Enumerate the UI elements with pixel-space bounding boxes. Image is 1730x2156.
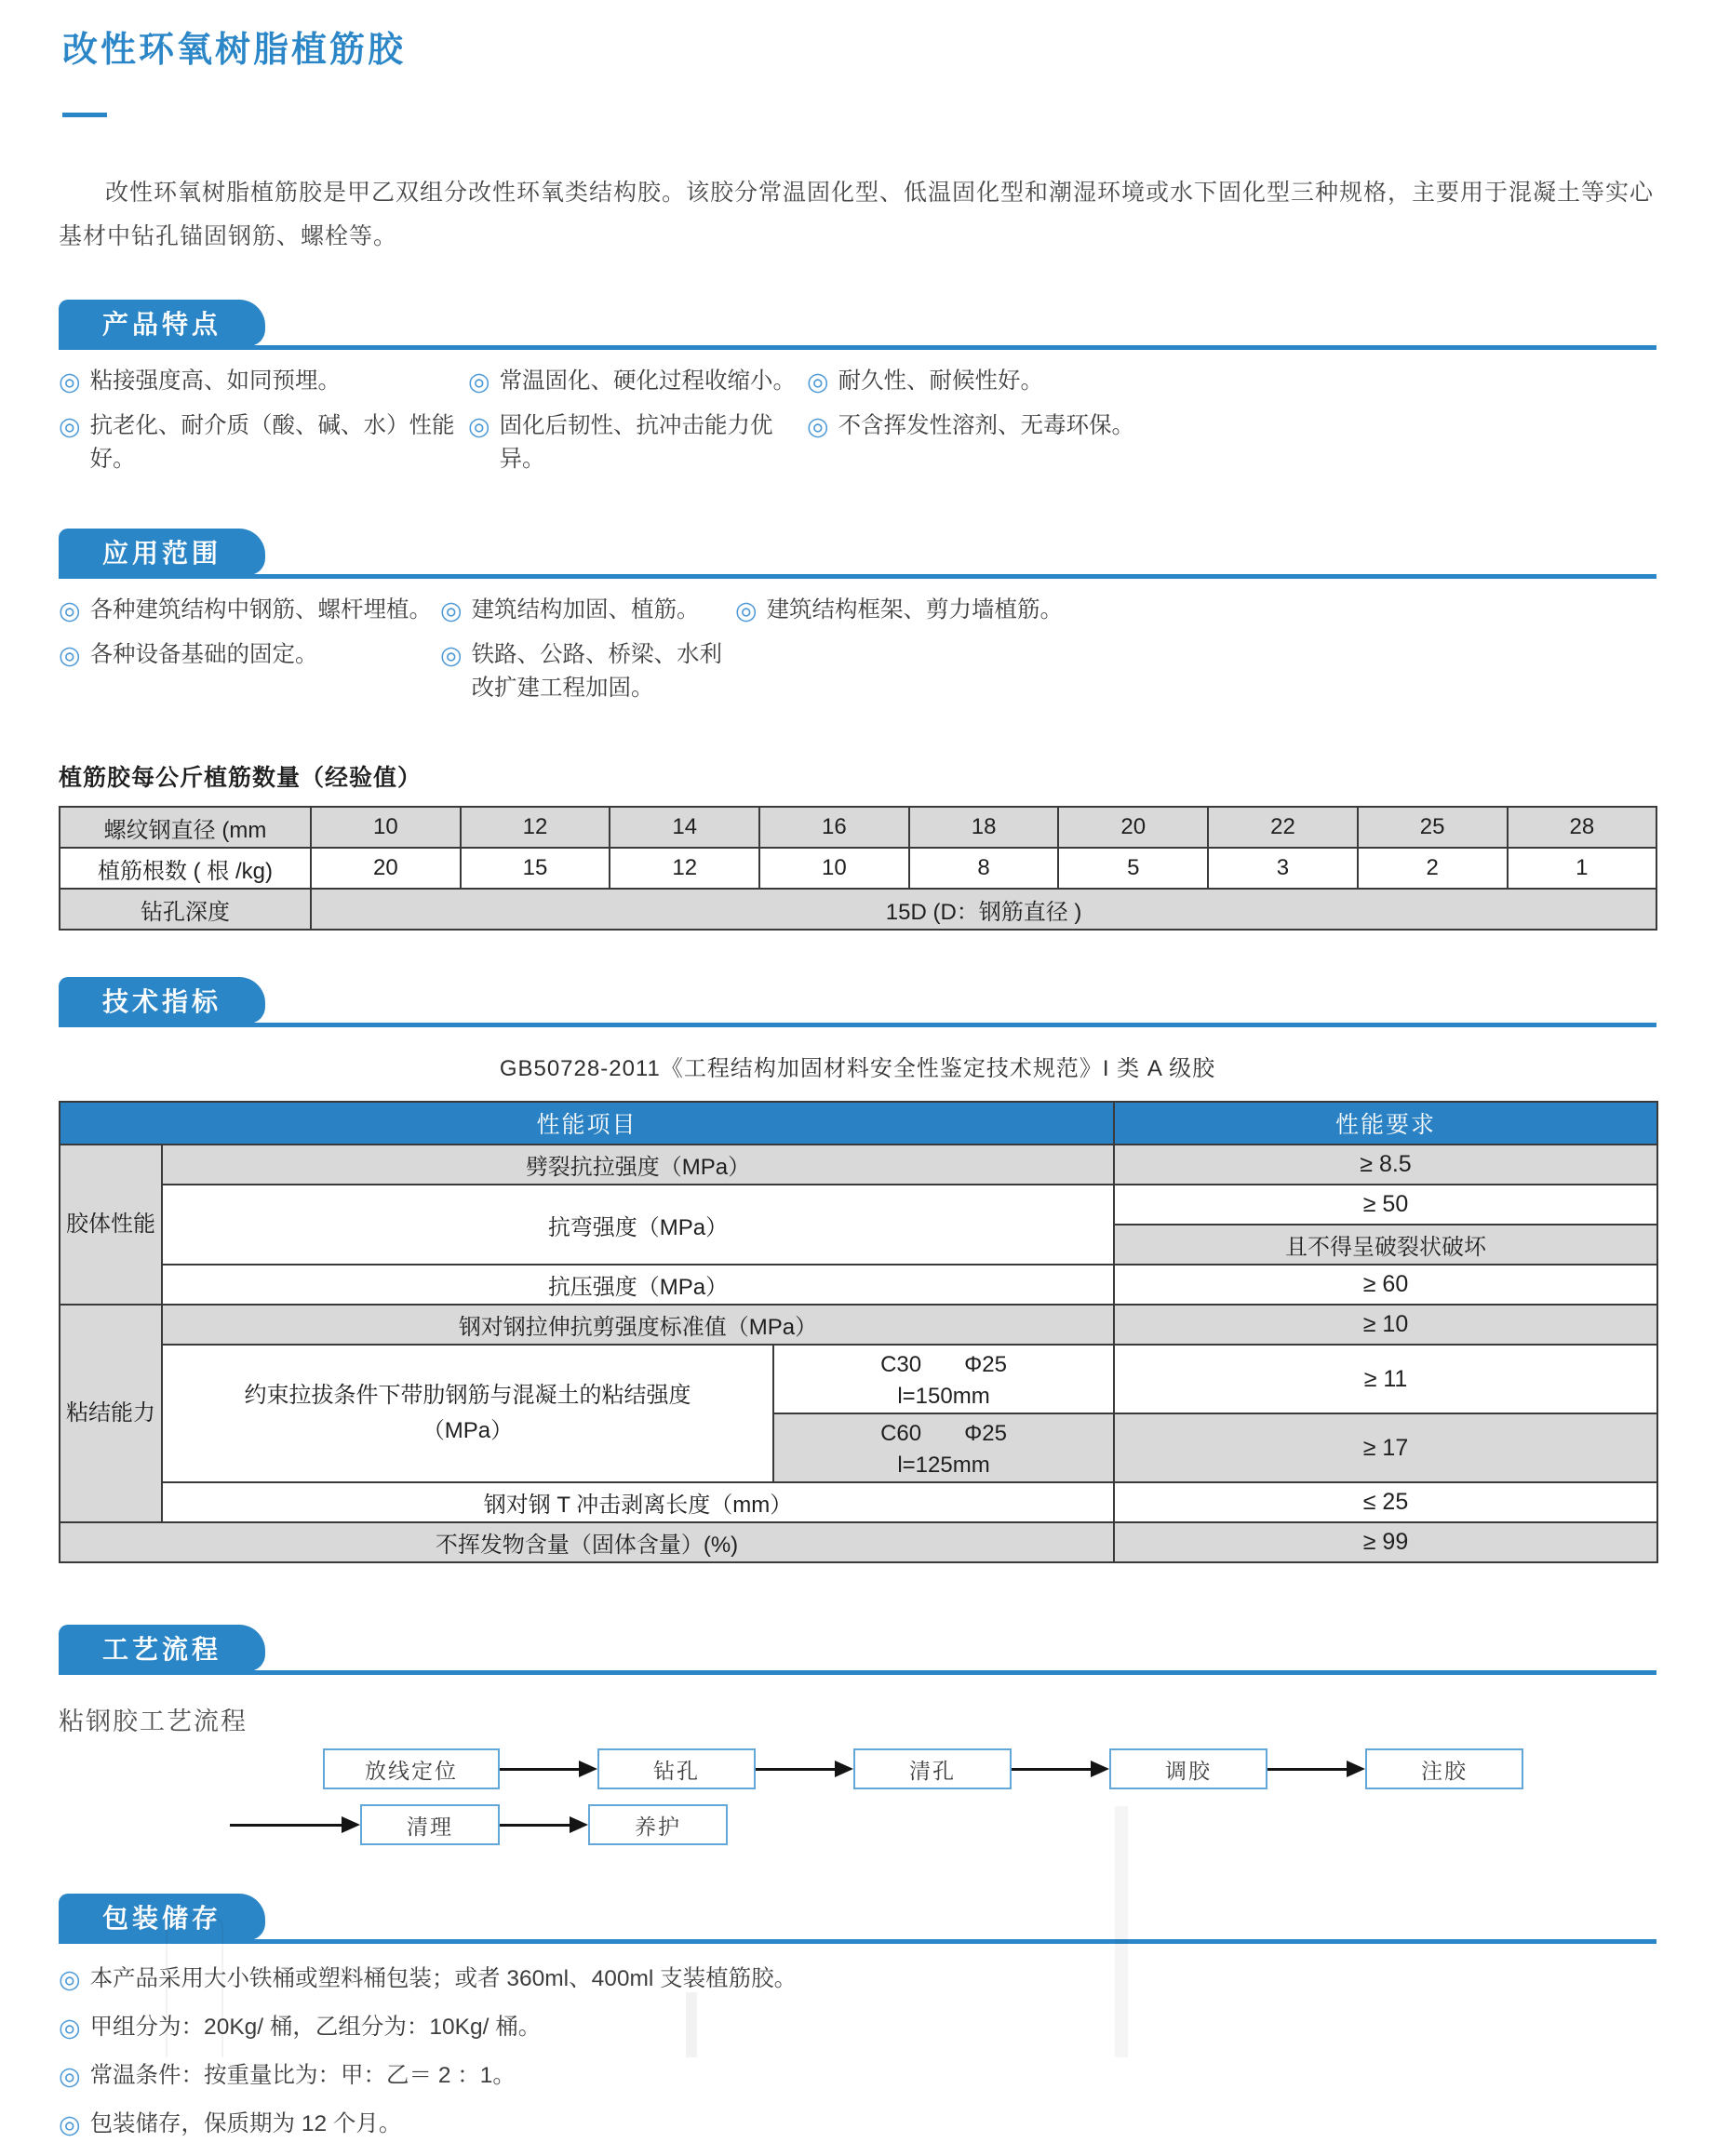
tech-col-item-header: 性能项目 <box>60 1102 1114 1145</box>
flow-step: 清孔 <box>853 1748 1012 1789</box>
flow-step: 注胶 <box>1365 1748 1523 1789</box>
table-row <box>60 1185 1657 1225</box>
tech-condition-c60 <box>773 1413 1114 1482</box>
tech-col-req-header: 性能要求 <box>1114 1102 1657 1145</box>
applications-col-3 <box>735 594 1656 716</box>
list-item-text: 铁路、公路、桥梁、水利改扩建工程加固。 <box>471 642 723 701</box>
table-row <box>60 1345 1657 1413</box>
table-row <box>60 1265 1657 1305</box>
double-circle-bullet-icon: ◎ <box>440 641 463 669</box>
tech-item-req: ≥ 17 <box>1114 1413 1657 1482</box>
packaging-list <box>59 1962 1656 2141</box>
right-arrow-icon <box>1267 1761 1365 1777</box>
features-col-1 <box>59 365 468 488</box>
drill-depth-value: 15D (D：钢筋直径 ) <box>311 889 1656 930</box>
packaging-badge: 包装储存 <box>59 1894 265 1940</box>
rebar-count-value: 1 <box>1508 848 1657 889</box>
double-circle-bullet-icon: ◎ <box>440 596 463 624</box>
list-item <box>735 594 1656 627</box>
list-item-text: 抗老化、耐介质（酸、碱、水）性能好。 <box>89 413 455 472</box>
concrete-grade: C30 <box>880 1352 922 1377</box>
list-item <box>807 365 1656 398</box>
list-item-text: 常温固化、硬化过程收缩小。 <box>499 368 797 394</box>
page-title: 改性环氧树脂植筋胶 <box>62 31 407 70</box>
features-col-2 <box>468 365 807 488</box>
right-arrow-icon <box>1012 1761 1109 1777</box>
list-item-text: 各种建筑结构中钢筋、螺杆埋植。 <box>89 597 433 623</box>
rebar-count-value: 8 <box>909 848 1059 889</box>
right-arrow-icon <box>756 1761 853 1777</box>
process-flow-row-2 <box>230 1804 1656 1845</box>
table-row <box>60 1145 1657 1185</box>
double-circle-bullet-icon: ◎ <box>807 368 829 395</box>
tech-item-name-line2: （MPa） <box>422 1418 514 1443</box>
flow-step: 清理 <box>360 1804 500 1845</box>
list-item-text: 固化后韧性、抗冲击能力优异。 <box>499 413 773 472</box>
tech-item-req: ≥ 60 <box>1114 1265 1657 1305</box>
section-header-features <box>59 300 1656 350</box>
rebar-count-value: 20 <box>311 848 461 889</box>
flow-step: 调胶 <box>1109 1748 1267 1789</box>
tech-item-req: ≤ 25 <box>1114 1482 1657 1522</box>
section-header-packaging <box>59 1894 1656 1944</box>
double-circle-bullet-icon: ◎ <box>59 368 81 395</box>
embed-length: l=150mm <box>897 1384 990 1409</box>
table-row <box>60 1522 1657 1562</box>
process-flow-row-1 <box>323 1748 1656 1789</box>
tech-item-name: 不挥发物含量（固体含量）(%) <box>60 1522 1114 1562</box>
flow-step: 钻孔 <box>597 1748 756 1789</box>
double-circle-bullet-icon: ◎ <box>59 2110 81 2138</box>
double-circle-bullet-icon: ◎ <box>59 2014 81 2042</box>
rebar-count-label: 植筋根数 ( 根 /kg) <box>60 848 311 889</box>
process-badge: 工艺流程 <box>59 1625 265 1671</box>
rebar-table-caption: 植筋胶每公斤植筋数量（经验值） <box>59 765 422 791</box>
list-item-text: 粘接强度高、如同预埋。 <box>89 368 342 394</box>
right-arrow-icon <box>230 1816 360 1833</box>
applications-list <box>59 594 1656 716</box>
tech-item-req: ≥ 8.5 <box>1114 1145 1657 1185</box>
rebar-count-value: 2 <box>1358 848 1508 889</box>
rebar-diameter: Φ25 <box>964 1352 1007 1377</box>
rebar-diameter-value: 20 <box>1058 807 1208 848</box>
rebar-count-value: 15 <box>461 848 610 889</box>
double-circle-bullet-icon: ◎ <box>468 412 490 440</box>
right-arrow-icon <box>500 1761 597 1777</box>
applications-badge: 应用范围 <box>59 529 265 575</box>
tech-item-name: 劈裂抗拉强度（MPa） <box>162 1145 1114 1185</box>
list-item <box>59 1962 1656 1996</box>
tech-item-name: 抗弯强度（MPa） <box>162 1185 1114 1265</box>
double-circle-bullet-icon: ◎ <box>807 412 829 440</box>
rebar-diameter: Φ25 <box>964 1421 1007 1446</box>
applications-col-2 <box>440 594 735 716</box>
list-item-text: 包装储存，保质期为 12 个月。 <box>89 2111 402 2136</box>
flow-step: 养护 <box>588 1804 728 1845</box>
rebar-count-value: 3 <box>1208 848 1358 889</box>
tech-group-colloid: 胶体性能 <box>60 1145 162 1305</box>
section-header-applications <box>59 529 1656 579</box>
flow-step: 放线定位 <box>323 1748 500 1789</box>
table-row <box>60 1305 1657 1345</box>
list-item <box>440 638 735 705</box>
tech-item-req: ≥ 50 <box>1114 1185 1657 1225</box>
tech-item-name-line1: 约束拉拔条件下带肋钢筋与混凝土的粘结强度 <box>244 1383 691 1408</box>
rebar-diameter-label: 螺纹钢直径 (mm <box>60 807 311 848</box>
tech-item-req: ≥ 11 <box>1114 1345 1657 1413</box>
rebar-diameter-value: 14 <box>610 807 759 848</box>
tech-item-req-note: 且不得呈破裂状破坏 <box>1114 1225 1657 1265</box>
list-item <box>59 2059 1656 2093</box>
list-item-text: 不含挥发性溶剂、无毒环保。 <box>838 413 1135 438</box>
double-circle-bullet-icon: ◎ <box>59 412 81 440</box>
tech-condition-c30 <box>773 1345 1114 1413</box>
double-circle-bullet-icon: ◎ <box>59 596 81 624</box>
tech-item-req: ≥ 10 <box>1114 1305 1657 1345</box>
list-item <box>468 409 807 476</box>
tech-group-bonding: 粘结能力 <box>60 1305 162 1522</box>
rebar-diameter-value: 25 <box>1358 807 1508 848</box>
rebar-diameter-value: 16 <box>759 807 909 848</box>
list-item <box>440 594 735 627</box>
rebar-diameter-value: 18 <box>909 807 1059 848</box>
process-subtitle: 粘钢胶工艺流程 <box>59 1707 248 1735</box>
standard-reference: GB50728-2011《工程结构加固材料安全性鉴定技术规范》I 类 A 级胶 <box>499 1056 1216 1081</box>
double-circle-bullet-icon: ◎ <box>59 1965 81 1993</box>
rebar-count-value: 12 <box>610 848 759 889</box>
tech-item-name <box>162 1345 773 1482</box>
table-row <box>60 807 1656 848</box>
tech-item-req: ≥ 99 <box>1114 1522 1657 1562</box>
tech-table <box>59 1101 1658 1563</box>
page-content <box>59 0 1656 2156</box>
tech-item-name: 钢对钢拉伸抗剪强度标准值（MPa） <box>162 1305 1114 1345</box>
features-col-3 <box>807 365 1656 488</box>
rebar-diameter-value: 22 <box>1208 807 1358 848</box>
drill-depth-label: 钻孔深度 <box>60 889 311 930</box>
list-item-text: 各种设备基础的固定。 <box>89 642 318 667</box>
concrete-grade: C60 <box>880 1421 922 1446</box>
list-item-text: 耐久性、耐候性好。 <box>838 368 1044 394</box>
list-item <box>59 638 440 672</box>
double-circle-bullet-icon: ◎ <box>468 368 490 395</box>
applications-col-1 <box>59 594 440 716</box>
section-header-process <box>59 1625 1656 1675</box>
table-row <box>60 1102 1657 1145</box>
table-row <box>60 889 1656 930</box>
list-item <box>59 2108 1656 2141</box>
rebar-count-value: 5 <box>1058 848 1208 889</box>
double-circle-bullet-icon: ◎ <box>735 596 758 624</box>
list-item <box>468 365 807 398</box>
double-circle-bullet-icon: ◎ <box>59 641 81 669</box>
tech-badge: 技术指标 <box>59 977 265 1024</box>
list-item-text: 甲组分为：20Kg/ 桶，乙组分为：10Kg/ 桶。 <box>89 2015 542 2040</box>
tech-item-name: 抗压强度（MPa） <box>162 1265 1114 1305</box>
list-item-text: 常温条件：按重量比为：甲：乙＝ 2 ：1。 <box>89 2063 516 2088</box>
features-badge: 产品特点 <box>59 300 265 346</box>
rebar-diameter-value: 12 <box>461 807 610 848</box>
list-item <box>807 409 1656 443</box>
rebar-diameter-value: 10 <box>311 807 461 848</box>
rebar-count-value: 10 <box>759 848 909 889</box>
embed-length: l=125mm <box>897 1453 990 1478</box>
list-item-text: 本产品采用大小铁桶或塑料桶包装；或者 360ml、400ml 支装植筋胶。 <box>89 1966 798 1991</box>
list-item <box>59 365 468 398</box>
rebar-table <box>59 806 1657 931</box>
section-header-tech <box>59 977 1656 1027</box>
table-row <box>60 1482 1657 1522</box>
list-item <box>59 2011 1656 2044</box>
double-circle-bullet-icon: ◎ <box>59 2062 81 2090</box>
list-item <box>59 409 468 476</box>
table-row <box>60 848 1656 889</box>
title-underline <box>62 113 107 117</box>
list-item-text: 建筑结构加固、植筋。 <box>471 597 700 623</box>
right-arrow-icon <box>500 1816 588 1833</box>
tech-item-name: 钢对钢 T 冲击剥离长度（mm） <box>162 1482 1114 1522</box>
list-item-text: 建筑结构框架、剪力墙植筋。 <box>766 597 1064 623</box>
list-item <box>59 594 440 627</box>
rebar-diameter-value: 28 <box>1508 807 1657 848</box>
intro-paragraph: 改性环氧树脂植筋胶是甲乙双组分改性环氧类结构胶。该胶分常温固化型、低温固化型和潮湿环境或水下固化型三种规格，主要用于混凝土等实心基材中钻孔锚固钢筋、螺栓等。 <box>59 180 1655 249</box>
features-list <box>59 365 1656 488</box>
